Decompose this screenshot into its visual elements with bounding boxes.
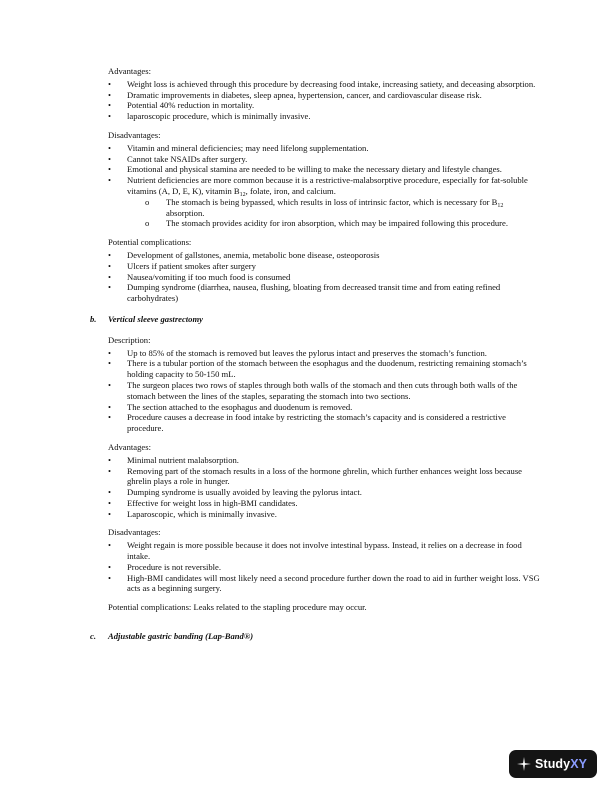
list-item: • Ulcers if patient smokes after surgery [108, 261, 540, 272]
list-item: • Procedure causes a decrease in food intake by restricting the stomach’s capacity and is considered a restrictive procedure. [108, 412, 540, 434]
bypass-disadvantages-heading: Disadvantages: [108, 129, 161, 140]
list-item: • The surgeon places two rows of staples through both walls of the stomach and then cuts through both walls of the stomach between the lines of the staples, separating the stomach into two sections. [108, 380, 540, 402]
list-item: • Laparoscopic, which is minimally invasive. [108, 509, 540, 520]
list-item: • High-BMI candidates will most likely need a second procedure further down the road to aid in further weight loss. VSG acts as a beginning surgery. [108, 573, 540, 595]
bypass-advantages-list [108, 79, 540, 122]
sub-text-before: The stomach is being bypassed, which results in loss of intrinsic factor, which is necessary for B [166, 196, 498, 207]
sleeve-disadvantages-heading: Disadvantages: [108, 527, 161, 538]
sleeve-description-list [108, 348, 540, 434]
list-item: • Weight regain is more possible because it does not involve intestinal bypass. Instead, it relies on a decrease in food intake. [108, 540, 540, 562]
list-item: • laparoscopic procedure, which is minimally invasive. [108, 111, 540, 122]
bypass-advantages-heading: Advantages: [108, 66, 151, 76]
list-item-nutrient-deficiencies [108, 175, 540, 229]
sleeve-advantages-list [108, 455, 540, 520]
bypass-complications-list [108, 250, 540, 304]
section-letter: c. [90, 631, 96, 642]
list-item: • Removing part of the stomach results in a loss of the hormone ghrelin, which further enhances weight loss because ghrelin plays a role in hunger. [108, 466, 540, 488]
list-item: • Nausea/vomiting if too much food is consumed [108, 272, 540, 283]
list-item: • Weight loss is achieved through this procedure by decreasing food intake, increasing satiety, and deceasing absorption. [108, 79, 540, 90]
subscript: 12 [239, 191, 246, 198]
bypass-disadvantages-list [108, 143, 540, 229]
list-item: • Up to 85% of the stomach is removed but leaves the pylorus intact and preserves the stomach’s function. [108, 348, 540, 359]
sub-list-item [145, 218, 540, 229]
list-item: • The section attached to the esophagus and duodenum is removed. [108, 402, 540, 413]
list-item: • Procedure is not reversible. [108, 562, 540, 573]
sub-text-after: absorption. [166, 207, 205, 218]
list-item: • Vitamin and mineral deficiencies; may need lifelong supplementation. [108, 143, 540, 154]
list-item: • There is a tubular portion of the stomach between the esophagus and the duodenum, restricting remaining stomach’s holding capacity to 50-150 mL. [108, 358, 540, 380]
list-item: • Emotional and physical stamina are needed to be willing to make the necessary dietary and lifestyle changes. [108, 164, 540, 175]
section-title-text: Adjustable gastric banding (Lap-Band®) [108, 631, 254, 642]
studyxy-logo[interactable] [509, 750, 597, 778]
section-letter: b. [90, 313, 97, 324]
sub-text-before: The stomach provides acidity for iron absorption, which may be impaired following this procedure. [166, 218, 508, 229]
sub-list-item [145, 197, 540, 219]
bypass-complications-heading: Potential complications: [108, 237, 192, 248]
section-title-text: Vertical sleeve gastrectomy [108, 313, 203, 324]
nutrient-text-after: , folate, iron, and calcium. [245, 185, 336, 196]
sleeve-advantages-heading: Advantages: [108, 441, 151, 452]
list-item: • Minimal nutrient malabsorption. [108, 455, 540, 466]
list-item: • Cannot take NSAIDs after surgery. [108, 154, 540, 165]
section-title-banding [90, 631, 522, 642]
nutrient-text-before: Nutrient deficiencies are more common because it is a restrictive-malabsorptive procedure, especially for fat-soluble vitamins (A, D, E, K), vitamin B [127, 175, 528, 196]
list-item: • Dumping syndrome (diarrhea, nausea, flushing, bloating from decreased transit time and from eating refined carbohydrates) [108, 282, 540, 304]
plus-cross-icon [517, 757, 531, 771]
section-title-sleeve [90, 314, 522, 325]
document-body [90, 66, 540, 642]
list-item: • Potential 40% reduction in mortality. [108, 100, 540, 111]
logo-text [535, 756, 588, 771]
logo-brand-accent: XY [570, 756, 588, 771]
list-item: • Dramatic improvements in diabetes, sleep apnea, hypertension, cancer, and cardiovascular disease risk. [108, 90, 540, 101]
sleeve-disadvantages-list [108, 540, 540, 594]
nutrient-sublist [127, 197, 540, 229]
sleeve-description-heading: Description: [108, 334, 151, 345]
list-item: • Dumping syndrome is usually avoided by leaving the pylorus intact. [108, 487, 540, 498]
list-item: • Effective for weight loss in high-BMI candidates. [108, 498, 540, 509]
logo-brand-main: Study [535, 756, 571, 771]
sleeve-complications: Potential complications: Leaks related to the stapling procedure may occur. [108, 602, 367, 613]
list-item: • Development of gallstones, anemia, metabolic bone disease, osteoporosis [108, 250, 540, 261]
subscript: 12 [497, 202, 504, 209]
